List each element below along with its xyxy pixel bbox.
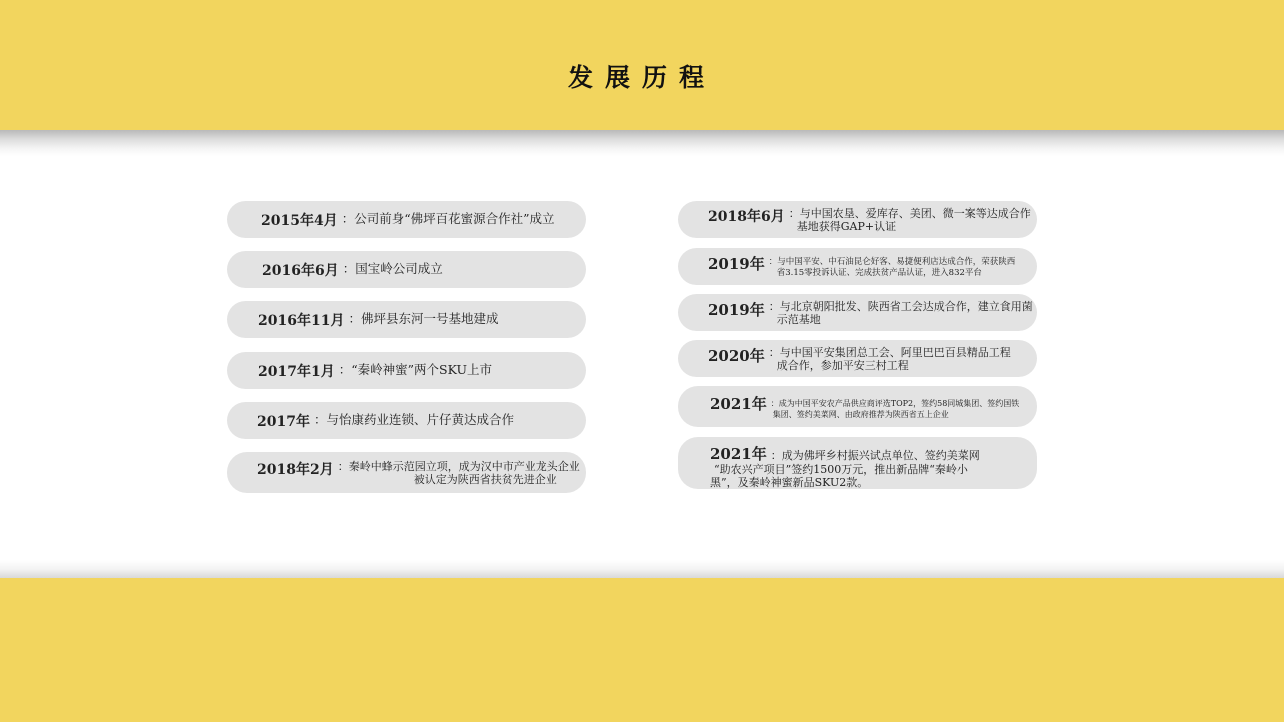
item-year: 2021年 xyxy=(710,445,767,463)
item-year: 2017年 xyxy=(257,413,310,430)
item-text: ：佛坪县东河一号基地建成 xyxy=(348,311,499,327)
item-text-line2: “助农兴产项目”签约1500万元，推出新品牌“秦岭小 xyxy=(714,463,968,476)
item-text: ：与怡康药业连锁、片仔黄达成合作 xyxy=(313,412,514,428)
footer-shadow xyxy=(0,560,1284,578)
item-text: ：成为佛坪乡村振兴试点单位、签约美菜网 xyxy=(770,449,980,462)
item-text: ：与中国平安集团总工会、阿里巴巴百县精品工程 xyxy=(768,346,1011,359)
timeline-item-2018-06 xyxy=(678,201,1037,238)
item-text: ：与中国平安、中石油昆仑好客、易捷便利店达成合作，荣获陕西 xyxy=(768,257,1016,267)
item-text: ：与北京朝阳批发、陕西省工会达成合作，建立食用菌 xyxy=(768,300,1033,313)
item-year: 2017年1月 xyxy=(258,363,335,380)
item-year: 2015年4月 xyxy=(261,212,338,229)
item-text: ：“秦岭神蜜”两个SKU上市 xyxy=(338,362,492,378)
item-text: ：公司前身“佛坪百花蜜源合作社”成立 xyxy=(341,211,555,227)
item-year: 2019年 xyxy=(708,301,765,319)
footer-band xyxy=(0,578,1284,722)
item-year: 2020年 xyxy=(708,347,765,365)
item-year: 2016年11月 xyxy=(258,312,345,329)
page-title: 发展历程 xyxy=(567,63,716,92)
item-text: ：秦岭中蜂示范园立项，成为汉中市产业龙头企业 xyxy=(337,460,580,473)
item-text-line2: 集团、签约美菜网、由政府推荐为陕西省五上企业 xyxy=(772,410,949,420)
item-year: 2019年 xyxy=(708,255,765,273)
item-text-line2: 被认定为陕西省扶贫先进企业 xyxy=(413,472,557,486)
timeline-item-2019-a xyxy=(678,248,1037,285)
item-year: 2018年6月 xyxy=(708,209,785,225)
item-text: ：国宝岭公司成立 xyxy=(342,261,443,277)
item-year: 2021年 xyxy=(710,395,767,413)
timeline-item-2021-a xyxy=(678,386,1037,427)
item-text-line3: 黑”，及秦岭神蜜新品SKU2款。 xyxy=(710,475,869,489)
header-shadow xyxy=(0,130,1284,156)
item-text-line2: 成合作，参加平安三村工程 xyxy=(776,358,909,372)
item-year: 2016年6月 xyxy=(262,262,339,279)
item-year: 2018年2月 xyxy=(257,462,334,478)
timeline-item-2017-01 xyxy=(227,352,586,389)
timeline-item-2021-b xyxy=(678,437,1037,489)
timeline-item-2016-06 xyxy=(227,251,586,288)
item-text-line2: 省3.15零投诉认证、完成扶贫产品认证，进入832平台 xyxy=(776,268,982,279)
item-text-line2: 示范基地 xyxy=(776,312,821,326)
timeline-item-2019-b xyxy=(678,294,1037,331)
timeline-item-2016-11 xyxy=(227,301,586,338)
item-text-line2: 基地获得GAP+认证 xyxy=(796,219,897,233)
item-text: ：成为中国平安农产品供应商评选TOP2，签约58同城集团、签约国铁 xyxy=(770,399,1020,408)
timeline-item-2017 xyxy=(227,402,586,439)
timeline-item-2015-04 xyxy=(227,201,586,238)
timeline-item-2018-02 xyxy=(227,452,586,493)
timeline-item-2020 xyxy=(678,340,1037,377)
item-text: ：与中国农垦、爱库存、美团、微一案等达成合作 xyxy=(788,207,1031,220)
